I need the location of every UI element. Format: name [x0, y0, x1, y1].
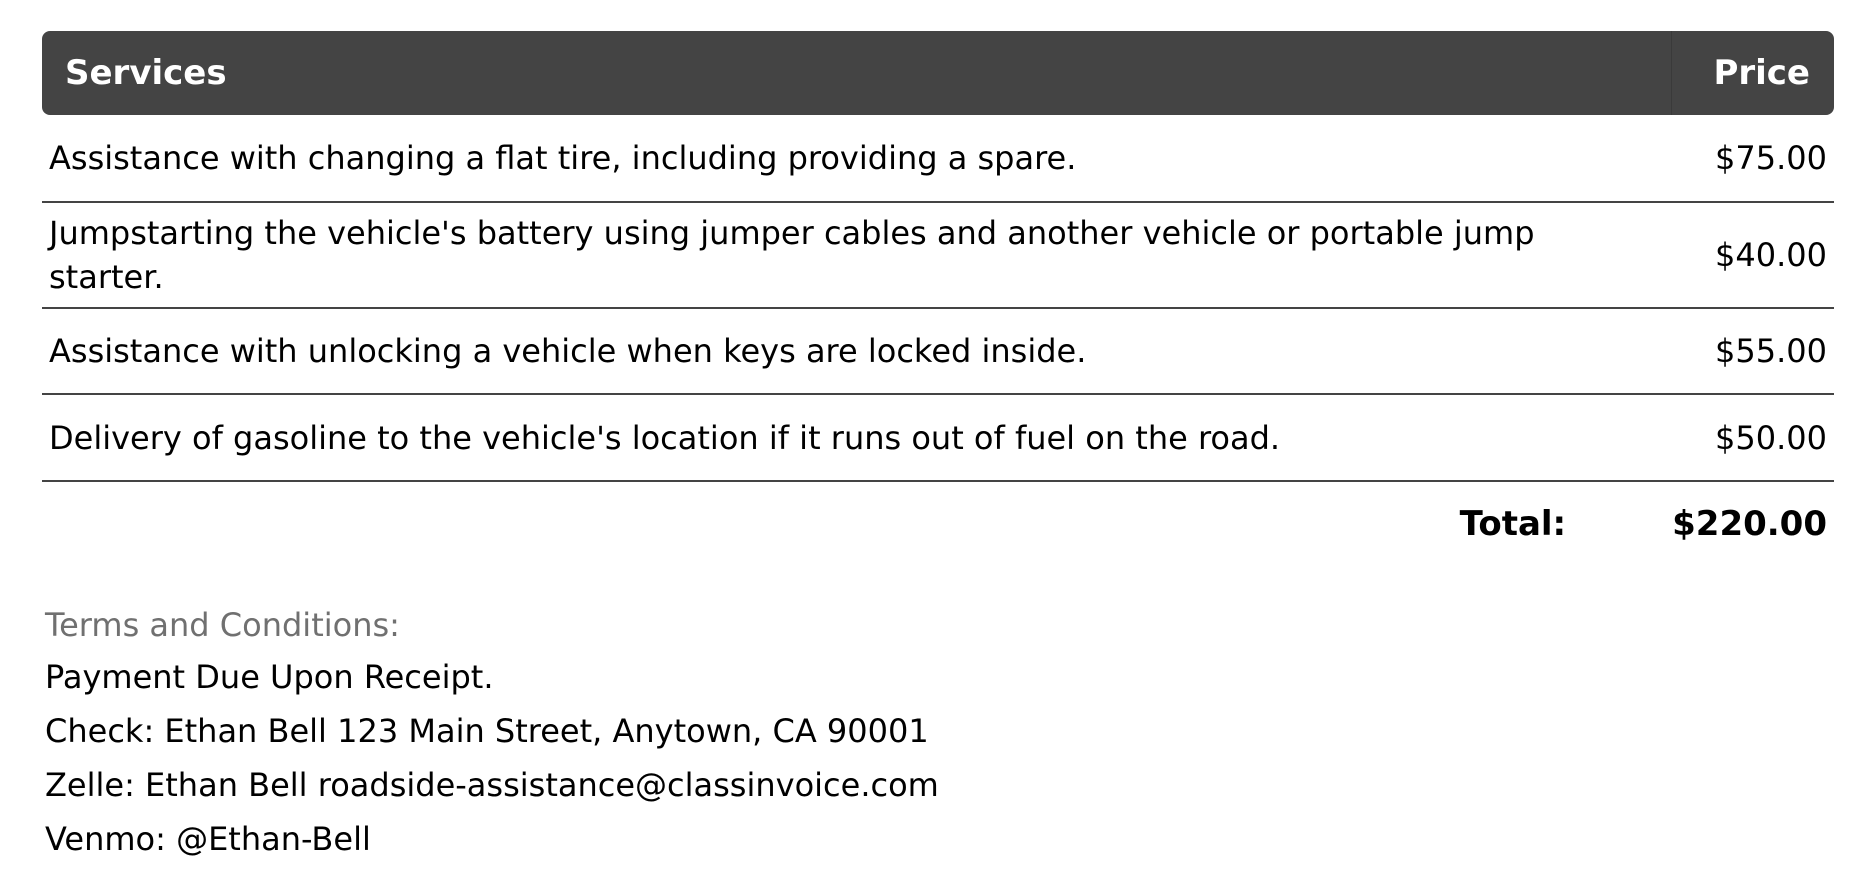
service-rows — [42, 115, 1834, 482]
total-label: Total: — [1459, 504, 1567, 544]
total-value: $220.00 — [1672, 504, 1827, 544]
service-price: $40.00 — [1715, 236, 1827, 274]
terms-line-payment: Payment Due Upon Receipt. — [45, 658, 494, 696]
terms-line-zelle: Zelle: Ethan Bell roadside-assistance@classinvoice.com — [45, 766, 939, 804]
service-description: Assistance with unlocking a vehicle when keys are locked inside. — [49, 332, 1087, 370]
terms-title: Terms and Conditions: — [45, 606, 400, 644]
terms-section — [45, 600, 939, 866]
service-description: Jumpstarting the vehicle's battery using jumper cables and another vehicle or portable jump starter. — [49, 214, 1535, 296]
table-row — [42, 395, 1834, 482]
table-row — [42, 115, 1834, 203]
terms-line-check: Check: Ethan Bell 123 Main Street, Anytown, CA 90001 — [45, 712, 929, 750]
total-row — [42, 482, 1834, 566]
table-header — [42, 31, 1834, 115]
service-price: $75.00 — [1715, 139, 1827, 177]
service-description: Assistance with changing a flat tire, including providing a spare. — [49, 139, 1077, 177]
service-price: $55.00 — [1715, 332, 1827, 370]
terms-line-venmo: Venmo: @Ethan-Bell — [45, 820, 371, 858]
service-price: $50.00 — [1715, 418, 1827, 457]
table-row — [42, 309, 1834, 395]
service-description: Delivery of gasoline to the vehicle's location if it runs out of fuel on the road. — [49, 418, 1281, 457]
services-column-header: Services — [65, 53, 227, 93]
price-column-header: Price — [1671, 31, 1834, 115]
table-row — [42, 203, 1834, 309]
invoice-services-table — [42, 31, 1834, 566]
